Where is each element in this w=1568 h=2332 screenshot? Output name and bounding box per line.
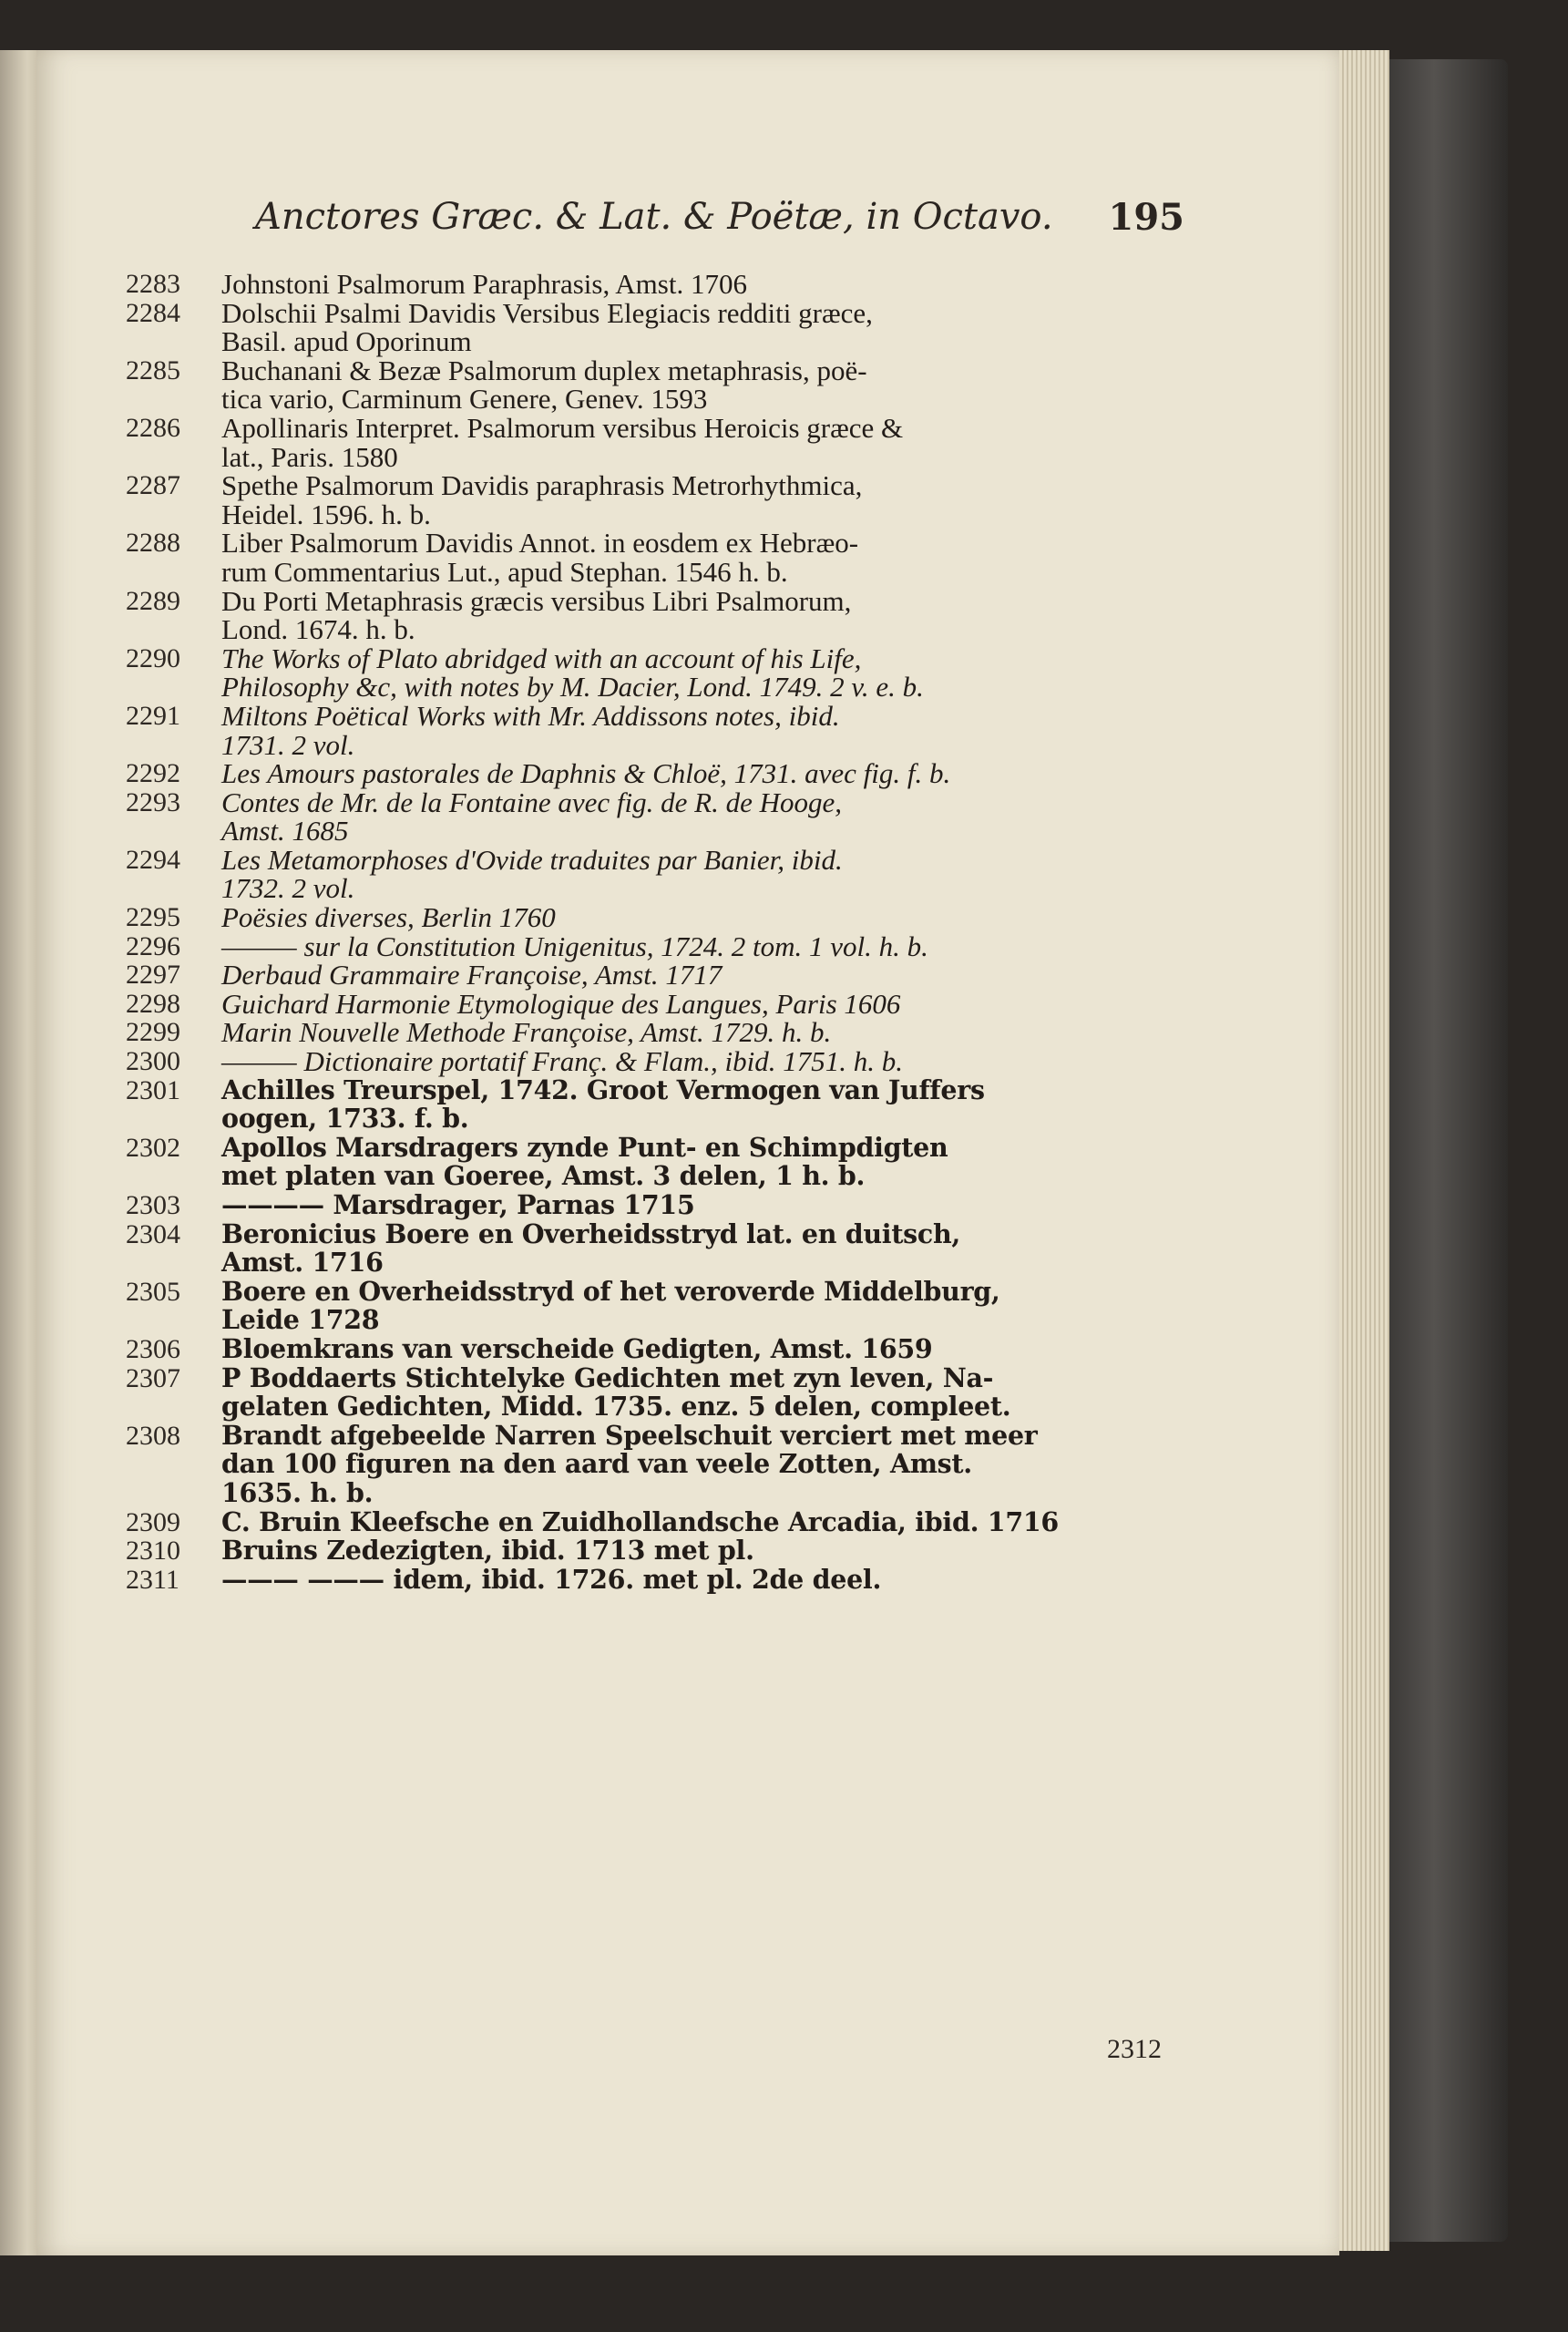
entry-line: rum Commentarius Lut., apud Stephan. 1546 h. b. bbox=[221, 555, 788, 588]
entry-line: Spethe Psalmorum Davidis paraphrasis Metrorhythmica, bbox=[221, 469, 863, 502]
entry-number: 2284 bbox=[126, 297, 180, 328]
entry-line: Amst. 1685 bbox=[221, 815, 349, 848]
entry-text bbox=[221, 1217, 1183, 1279]
catalogue-entry bbox=[126, 903, 1183, 932]
entry-line: ———— Marsdrager, Parnas 1715 bbox=[221, 1189, 695, 1220]
entry-text bbox=[221, 961, 1183, 990]
catalogue-entry bbox=[126, 759, 1183, 788]
entry-text bbox=[221, 699, 1183, 761]
entry-text bbox=[221, 1419, 1183, 1508]
entry-number: 2302 bbox=[126, 1132, 180, 1163]
entry-number: 2295 bbox=[126, 902, 180, 933]
entry-text bbox=[221, 1191, 1183, 1220]
entry-number: 2305 bbox=[126, 1276, 180, 1307]
entry-number: 2294 bbox=[126, 844, 180, 875]
entry-line: Contes de Mr. de la Fontaine avec fig. de R. de Hooge, bbox=[221, 786, 842, 818]
entry-text bbox=[221, 1361, 1183, 1423]
entry-line: Amst. 1716 bbox=[221, 1247, 384, 1279]
entry-number: 2298 bbox=[126, 988, 180, 1019]
page-header bbox=[214, 196, 1184, 251]
entry-line: Leide 1728 bbox=[221, 1304, 380, 1336]
entry-text bbox=[221, 788, 1183, 846]
catalogue-entry bbox=[126, 1191, 1183, 1220]
catalogue-entry bbox=[126, 356, 1183, 414]
entry-line: Poësies diverses, Berlin 1760 bbox=[221, 901, 556, 934]
entry-text bbox=[221, 1332, 1183, 1364]
catalogue-entry bbox=[126, 699, 1183, 761]
entry-line: 1731. 2 vol. bbox=[221, 728, 355, 761]
entry-line: tica vario, Carminum Genere, Genev. 1593 bbox=[221, 383, 708, 416]
entry-line: Johnstoni Psalmorum Paraphrasis, Amst. 1706 bbox=[221, 268, 747, 300]
catalogue-entry bbox=[126, 1076, 1183, 1134]
entry-number: 2303 bbox=[126, 1190, 180, 1220]
entry-text bbox=[221, 1275, 1183, 1336]
catalogue-entry bbox=[126, 1131, 1183, 1192]
book-cover bbox=[1385, 59, 1508, 2242]
entry-text bbox=[221, 1131, 1183, 1192]
entry-text bbox=[221, 270, 1183, 299]
entry-number: 2283 bbox=[126, 269, 180, 299]
entry-line: Buchanani & Bezæ Psalmorum duplex metaphrasis, poë- bbox=[221, 354, 867, 386]
entry-line: ——— Dictionaire portatif Franç. & Flam., ibid. 1751. h. b. bbox=[221, 1045, 904, 1078]
catalogue-entry bbox=[126, 1563, 1183, 1595]
entry-line: ——— ——— idem, ibid. 1726. met pl. 2de deel. bbox=[221, 1563, 882, 1595]
entry-line: Les Metamorphoses d'Ovide traduites par Banier, ibid. bbox=[221, 843, 843, 876]
entry-line: Derbaud Grammaire Françoise, Amst. 1717 bbox=[221, 959, 723, 991]
catalogue-entry bbox=[126, 1332, 1183, 1364]
entry-number: 2296 bbox=[126, 930, 180, 961]
entry-line: Miltons Poëtical Works with Mr. Addissons notes, ibid. bbox=[221, 699, 840, 732]
entry-line: Boere en Overheidsstryd of het veroverde Middelburg, bbox=[221, 1275, 1000, 1307]
entry-text bbox=[221, 1563, 1183, 1595]
catalogue-entries bbox=[126, 270, 1183, 1594]
entry-number: 2304 bbox=[126, 1218, 180, 1249]
entry-line: dan 100 figuren na den aard van veele Zotten, Amst. bbox=[221, 1448, 972, 1480]
entry-number: 2288 bbox=[126, 528, 180, 559]
entry-line: lat., Paris. 1580 bbox=[221, 440, 398, 473]
entry-line: P Boddaerts Stichtelyke Gedichten met zyn leven, Na- bbox=[221, 1361, 994, 1393]
entry-line: ——— sur la Constitution Unigenitus, 1724. 2 tom. 1 vol. h. b. bbox=[221, 930, 928, 962]
entry-line: Dolschii Psalmi Davidis Versibus Elegiacis redditi græce, bbox=[221, 296, 873, 329]
catalogue-entry bbox=[126, 529, 1183, 586]
entry-number: 2310 bbox=[126, 1536, 180, 1567]
catchword: 2312 bbox=[1107, 2034, 1162, 2064]
entry-text bbox=[221, 987, 1183, 1020]
entry-line: 1635. h. b. bbox=[221, 1476, 374, 1508]
catalogue-entry bbox=[126, 1275, 1183, 1336]
entry-line: Bruins Zedezigten, ibid. 1713 met pl. bbox=[221, 1535, 754, 1567]
catalogue-entry bbox=[126, 1419, 1183, 1508]
catalogue-entry bbox=[126, 471, 1183, 529]
entry-line: Du Porti Metaphrasis græcis versibus Libri Psalmorum, bbox=[221, 584, 852, 617]
catalogue-entry bbox=[126, 1505, 1183, 1537]
catalogue-entry bbox=[126, 961, 1183, 990]
entry-text bbox=[221, 1076, 1183, 1134]
entry-text bbox=[221, 529, 1183, 586]
entry-number: 2293 bbox=[126, 786, 180, 817]
entry-line: Lond. 1674. h. b. bbox=[221, 613, 415, 646]
entry-line: Beronicius Boere en Overheidsstryd lat. en duitsch, bbox=[221, 1217, 961, 1249]
catalogue-entry bbox=[126, 411, 1183, 473]
entry-number: 2307 bbox=[126, 1362, 180, 1393]
entry-line: 1732. 2 vol. bbox=[221, 872, 355, 905]
entry-text bbox=[221, 296, 1183, 358]
entry-number: 2286 bbox=[126, 412, 180, 443]
entry-text bbox=[221, 1018, 1183, 1047]
entry-text bbox=[221, 411, 1183, 473]
entry-line: Apollinaris Interpret. Psalmorum versibus Heroicis græce & bbox=[221, 411, 904, 444]
catalogue-entry bbox=[126, 843, 1183, 905]
running-head: Anctores Græc. & Lat. & Poëtæ, in Octavo. bbox=[255, 196, 1053, 238]
entry-text bbox=[221, 644, 1183, 702]
catalogue-entry bbox=[126, 1018, 1183, 1047]
entry-line: Brandt afgebeelde Narren Speelschuit verciert met meer bbox=[221, 1419, 1038, 1451]
entry-text bbox=[221, 356, 1183, 414]
entry-text bbox=[221, 1047, 1183, 1076]
entry-number: 2300 bbox=[126, 1046, 180, 1077]
entry-number: 2301 bbox=[126, 1074, 180, 1105]
entry-text bbox=[221, 584, 1183, 646]
entry-line: Les Amours pastorales de Daphnis & Chloë, 1731. avec fig. f. b. bbox=[221, 757, 951, 790]
entry-text bbox=[221, 843, 1183, 905]
entry-text bbox=[221, 932, 1183, 961]
entry-line: Heidel. 1596. h. b. bbox=[221, 498, 431, 530]
entry-number: 2289 bbox=[126, 585, 180, 616]
entry-number: 2308 bbox=[126, 1420, 180, 1451]
entry-line: The Works of Plato abridged with an account of his Life, bbox=[221, 642, 862, 674]
entry-line: Marin Nouvelle Methode Françoise, Amst. 1729. h. b. bbox=[221, 1016, 832, 1049]
entry-line: Liber Psalmorum Davidis Annot. in eosdem ex Hebræo- bbox=[221, 527, 859, 560]
entry-line: Philosophy &c, with notes by M. Dacier, Lond. 1749. 2 v. e. b. bbox=[221, 671, 924, 704]
entry-line: C. Bruin Kleefsche en Zuidhollandsche Arcadia, ibid. 1716 bbox=[221, 1505, 1059, 1537]
entry-line: Apollos Marsdragers zynde Punt- en Schimpdigten bbox=[221, 1131, 948, 1163]
catalogue-entry bbox=[126, 1047, 1183, 1076]
entry-line: oogen, 1733. f. b. bbox=[221, 1103, 469, 1135]
catalogue-entry bbox=[126, 932, 1183, 961]
catalogue-entry bbox=[126, 296, 1183, 358]
catalogue-entry bbox=[126, 584, 1183, 646]
entry-number: 2285 bbox=[126, 354, 180, 385]
entry-line: Basil. apud Oporinum bbox=[221, 325, 472, 358]
entry-text bbox=[221, 1505, 1183, 1537]
entry-text bbox=[221, 471, 1183, 529]
catalogue-entry bbox=[126, 987, 1183, 1020]
entry-number: 2292 bbox=[126, 758, 180, 789]
catalogue-entry bbox=[126, 270, 1183, 299]
catalogue-entry bbox=[126, 1536, 1183, 1566]
catalogue-entry bbox=[126, 644, 1183, 702]
entry-number: 2291 bbox=[126, 700, 180, 731]
entry-line: gelaten Gedichten, Midd. 1735. enz. 5 delen, compleet. bbox=[221, 1391, 1011, 1423]
entry-number: 2309 bbox=[126, 1506, 180, 1537]
entry-line: Guichard Harmonie Etymologique des Langues, Paris 1606 bbox=[221, 987, 901, 1020]
entry-number: 2311 bbox=[126, 1564, 179, 1595]
catalogue-entry bbox=[126, 1361, 1183, 1423]
entry-number: 2290 bbox=[126, 642, 180, 673]
entry-number: 2306 bbox=[126, 1333, 180, 1364]
page-number: 195 bbox=[1108, 196, 1184, 239]
catalogue-entry bbox=[126, 788, 1183, 846]
entry-number: 2297 bbox=[126, 960, 180, 991]
entry-line: Achilles Treurspel, 1742. Groot Vermogen van Juffers bbox=[221, 1074, 985, 1105]
entry-text bbox=[221, 759, 1183, 788]
entry-line: met platen van Goeree, Amst. 3 delen, 1 h. b. bbox=[221, 1160, 866, 1192]
catalogue-entry bbox=[126, 1217, 1183, 1279]
entry-number: 2299 bbox=[126, 1017, 180, 1048]
entry-text bbox=[221, 903, 1183, 932]
entry-number: 2287 bbox=[126, 470, 180, 501]
entry-line: Bloemkrans van verscheide Gedigten, Amst. 1659 bbox=[221, 1332, 933, 1364]
entry-text bbox=[221, 1536, 1183, 1566]
